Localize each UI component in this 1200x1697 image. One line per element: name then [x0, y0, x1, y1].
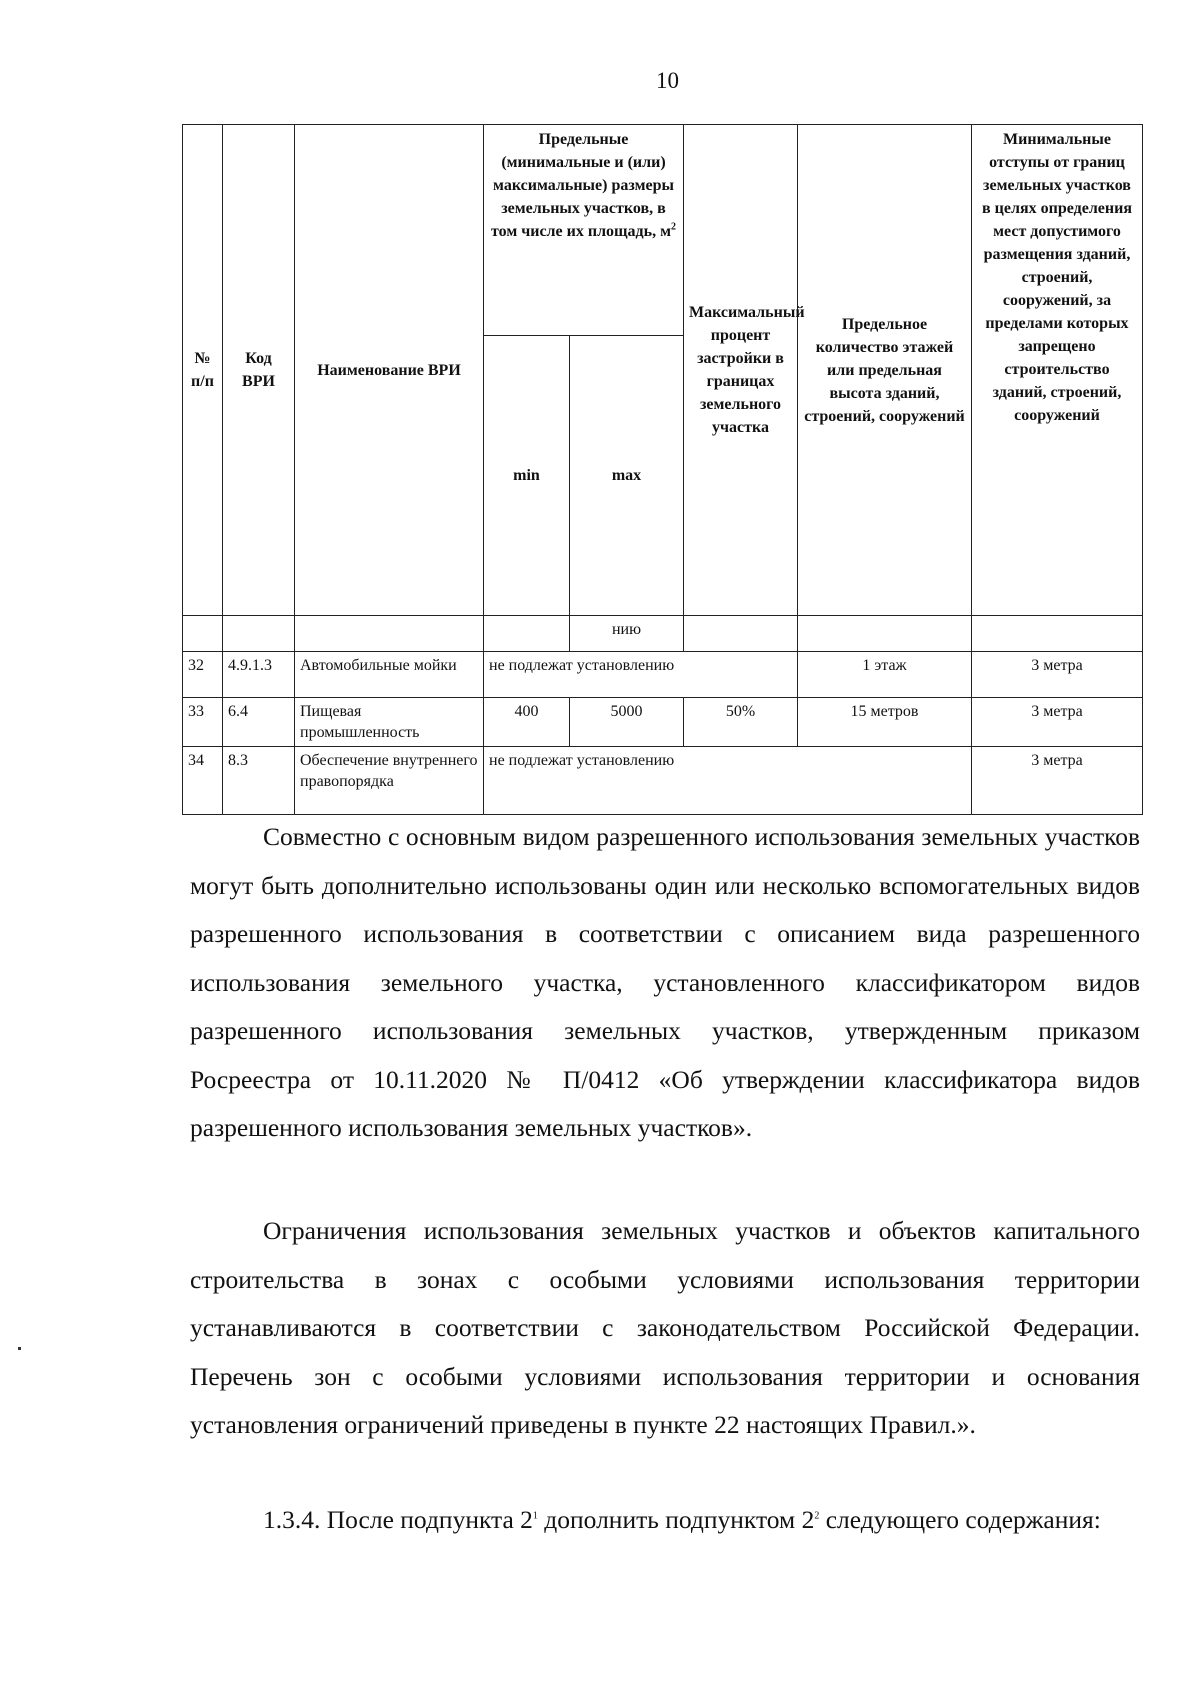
paragraph-restrictions [190, 1207, 1140, 1450]
row-code: 4.9.1.3 [223, 652, 295, 698]
header-num: № п/п [183, 125, 223, 616]
amendment-part1: 1.3.4. После подпункта 2 [263, 1505, 533, 1534]
paragraph-additional-uses [190, 813, 1140, 1153]
row-setback: 3 метра [972, 747, 1143, 815]
paragraph-text: Ограничения использования земельных участков и объектов капитального строительства в зонах с особыми условиями использования территории устанавливаются в соответствии с законодательством Российской Федерации. Перечень зон с особыми условиями использования территории и основания установления ограничений приведены в пункте 22 настоящих Правил.». [190, 1216, 1140, 1439]
row-merged: не подлежат установлению [484, 652, 798, 698]
header-percent: Максимальный процент застройки в границах земельного участка [684, 125, 798, 616]
table-row-continuation [183, 616, 1143, 652]
header-sizes-sup: 2 [671, 221, 677, 233]
row-floors: 15 метров [798, 698, 972, 747]
continuation-cell: нию [570, 616, 684, 652]
table-row [183, 698, 1143, 747]
row-percent: 50% [684, 698, 798, 747]
table-row [183, 652, 1143, 698]
scan-speck [18, 1347, 21, 1350]
header-code: Код ВРИ [223, 125, 295, 616]
row-num: 32 [183, 652, 223, 698]
row-floors: 1 этаж [798, 652, 972, 698]
page-number: 10 [656, 68, 679, 93]
row-name: Обеспечение внутреннего правопорядка [295, 747, 484, 815]
paragraph-amendment [190, 1496, 1140, 1545]
header-max: max [570, 336, 684, 616]
row-min: 400 [484, 698, 570, 747]
table-row [183, 747, 1143, 815]
header-setbacks: Минимальные отступы от границ земельных участков в целях определения мест допустимого размещения зданий, строений, сооружений, за пределами которых запрещено строительство зданий, строений, сооружений [972, 125, 1143, 616]
amendment-part2: дополнить подпунктом 2 [537, 1505, 815, 1534]
paragraph-text: Совместно с основным видом разрешенного использования земельных участков могут быть дополнительно использованы один или несколько вспомогательных видов разрешенного использования в соответствии с описанием вида разрешенного использования земельного участка, установленного классификатором видов разрешенного использования земельных участков, утвержденным приказом Росреестра от 10.11.2020 № П/0412 «Об утверждении классификатора видов разрешенного использования земельных участков». [190, 822, 1140, 1142]
row-max: 5000 [570, 698, 684, 747]
row-setback: 3 метра [972, 698, 1143, 747]
header-name: Наименование ВРИ [295, 125, 484, 616]
header-min: min [484, 336, 570, 616]
row-code: 6.4 [223, 698, 295, 747]
header-sizes [484, 125, 684, 336]
row-num: 34 [183, 747, 223, 815]
row-code: 8.3 [223, 747, 295, 815]
amendment-part3: следующего содержания: [819, 1505, 1101, 1534]
header-sizes-text: Предельные (минимальные и (или) максимальные) размеры земельных участков, в том числе их площадь, м [490, 131, 674, 240]
header-floors: Предельное количество этажей или предельная высота зданий, строений, сооружений [798, 125, 972, 616]
row-num: 33 [183, 698, 223, 747]
row-name: Пищевая промышленность [295, 698, 484, 747]
row-setback: 3 метра [972, 652, 1143, 698]
vri-table [182, 124, 1143, 815]
row-merged: не подлежат установлению [484, 747, 972, 815]
amendment-sup2: 2 [814, 1510, 820, 1522]
row-name: Автомобильные мойки [295, 652, 484, 698]
amendment-sup1: 1 [532, 1510, 538, 1522]
paragraph-text [190, 1496, 1140, 1545]
